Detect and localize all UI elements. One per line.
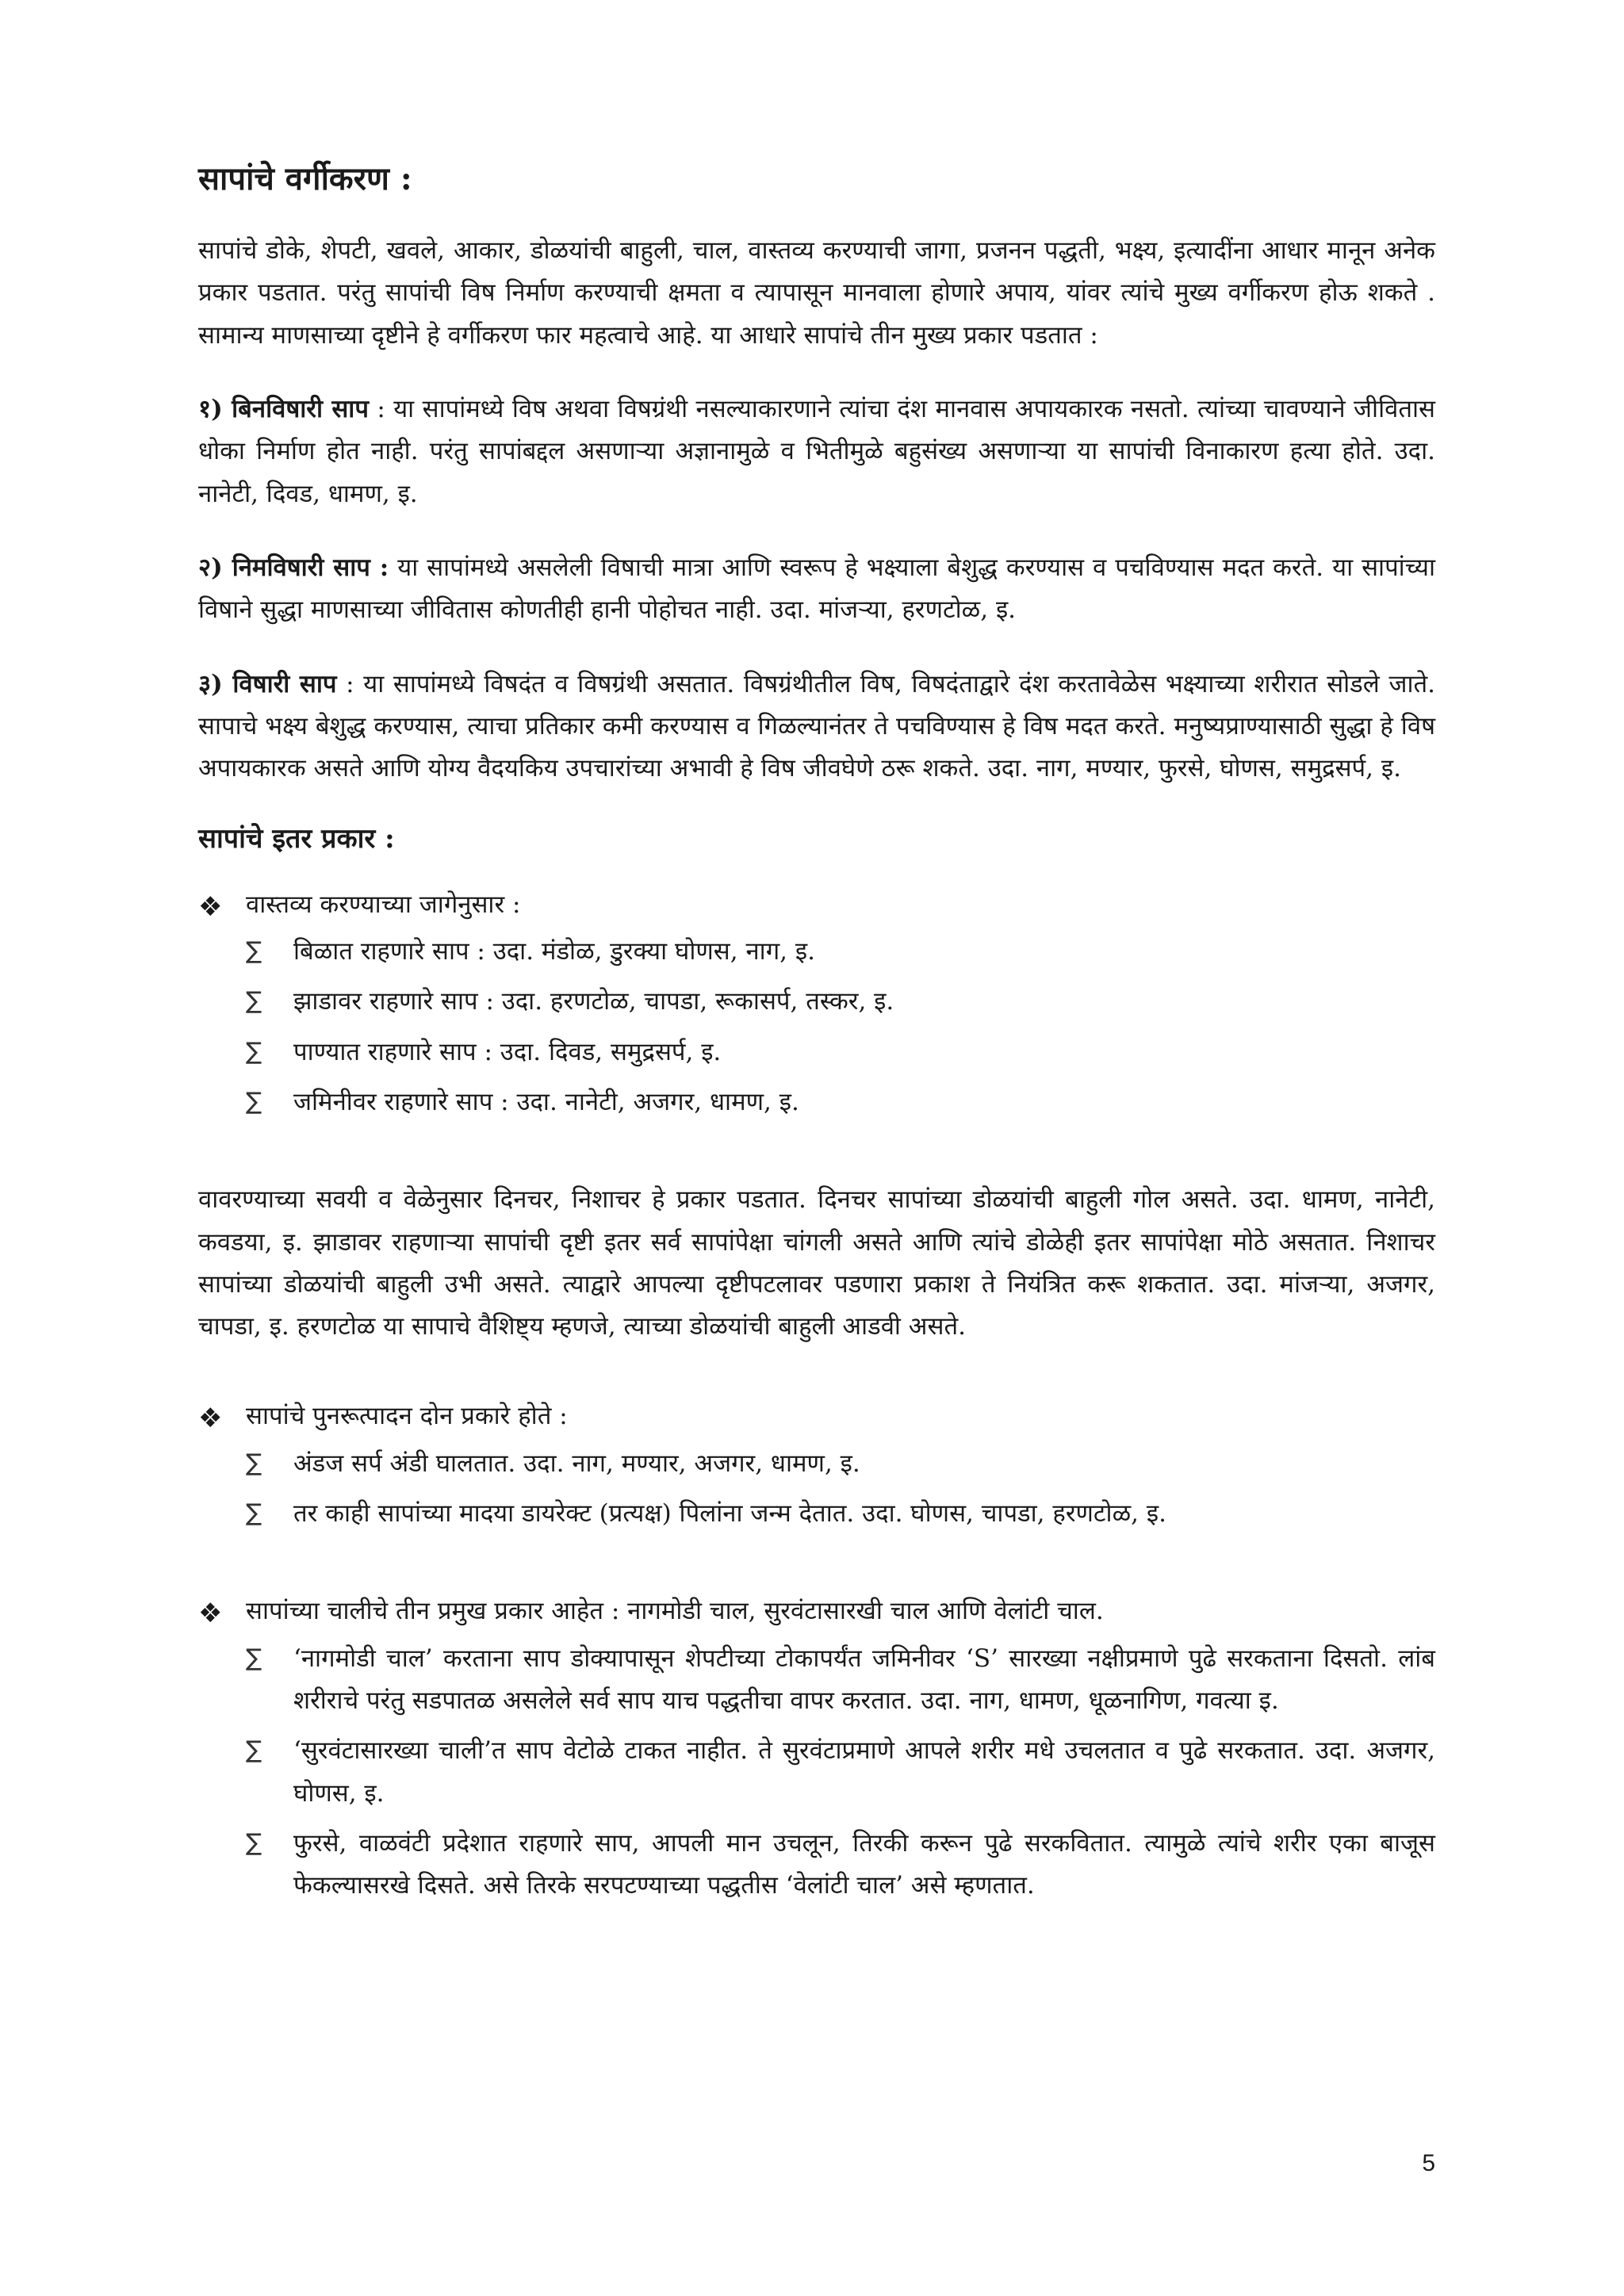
list-item: ∑ बिळात राहणारे साप : उदा. मंडोळ, डुरक्या घोणस, नाग, इ.: [246, 931, 1435, 973]
list-item: ∑ अंडज सर्प अंडी घालतात. उदा. नाग, मण्यार, अजगर, धामण, इ.: [246, 1443, 1435, 1485]
other-types-heading: सापांचे इतर प्रकार :: [198, 823, 395, 855]
diamond-bullet-icon: ❖: [198, 1598, 223, 1630]
habitat-list: [198, 931, 1435, 1123]
movement-list: [198, 1638, 1435, 1908]
sigma-bullet-icon: ∑: [246, 1736, 262, 1765]
sigma-bullet-icon: ∑: [246, 1499, 262, 1528]
reproduction-section: [198, 1395, 1435, 1535]
reproduction-list: [198, 1443, 1435, 1536]
document-page: [198, 159, 1435, 1963]
type-heading: ३) विषारी साप: [198, 669, 337, 698]
list-item: ∑ तर काही सापांच्या मादया डायरेक्ट (प्रत्यक्ष) पिलांना जन्म देतात. उदा. घोणस, चापडा, हरणटोळ, इ.: [246, 1493, 1435, 1535]
type-heading: १) बिनविषारी साप: [198, 394, 369, 423]
intro-paragraph: सापांचे डोके, शेपटी, खवले, आकार, डोळयांची बाहुली, चाल, वास्तव्य करण्याची जागा, प्रजनन पद्धती, भक्ष्य, इत्यादींना आधार मानून अनेक प्रकार पडतात. परंतु सापांची विष निर्माण करण्याची क्षमता व त्यापासून मानवाला होणारे अपाय, यांवर त्यांचे मुख्य वर्गीकरण होऊ शकते . सामान्य माणसाच्या दृष्टीने हे वर्गीकरण फार महत्वाचे आहे. या आधारे सापांचे तीन मुख्य प्रकार पडतात :: [198, 236, 1435, 350]
list-item: ∑ फुरसे, वाळवंटी प्रदेशात राहणारे साप, आपली मान उचलून, तिरकी करून पुढे सरकवितात. त्यामुळे त्यांचे शरीर एका बाजूस फेकल्यासरखे दिसते. असे तिरके सरपटण्याच्या पद्धतीस ‘वेलांटी चाल’ असे म्हणतात.: [246, 1823, 1435, 1908]
type-text: : या सापांमध्ये विष अथवा विषग्रंथी नसल्याकारणाने त्यांचा दंश मानवास अपायकारक नसतो. त्यांच्या चावण्याने जीवितास धोका निर्माण होत नाही. परंतु सापांबद्दल असणाऱ्या अज्ञानामुळे व भितीमुळे बहुसंख्य असणाऱ्या या सापांची विनाकारण हत्या होते. उदा. नानेटी, दिवड, धामण, इ.: [198, 394, 1435, 508]
type-text: या सापांमध्ये असलेली विषाची मात्रा आणि स्वरूप हे भक्ष्याला बेशुद्ध करण्यास व पचविण्यास मदत करते. या सापांच्या विषाने सुद्धा माणसाच्या जीवितास कोणतीही हानी पोहोचत नाही. उदा. मांजऱ्या, हरणटोळ, इ.: [198, 553, 1435, 625]
sigma-bullet-icon: ∑: [246, 1087, 262, 1115]
type-text: : या सापांमध्ये विषदंत व विषग्रंथी असतात. विषग्रंथीतील विष, विषदंताद्वारे दंश करतावेळेस भक्ष्याच्या शरीरात सोडले जाते. सापाचे भक्ष्य बेशुद्ध करण्यास, त्याचा प्रतिकार कमी करण्यास व गिळल्यानंतर ते पचविण्यास हे विष मदत करते. मनुष्यप्राण्यासाठी सुद्धा हे विष अपायकारक असते आणि योग्य वैदयकिय उपचारांच्या अभावी हे विष जीवघेणे ठरू शकते. उदा. नाग, मण्यार, फुरसे, घोणस, समुद्रसर्प, इ.: [198, 669, 1435, 783]
diamond-bullet-icon: ❖: [198, 890, 223, 923]
sigma-bullet-icon: ∑: [246, 1037, 262, 1066]
sigma-bullet-icon: ∑: [246, 987, 262, 1016]
movement-section: [198, 1590, 1435, 1907]
habitat-section: [198, 884, 1435, 1124]
sigma-bullet-icon: ∑: [246, 1828, 262, 1857]
type-mildly-venomous: [198, 547, 1435, 632]
habitat-label: ❖ वास्तव्य करण्याच्या जागेनुसार :: [198, 884, 1435, 926]
sigma-bullet-icon: ∑: [246, 936, 262, 965]
behaviour-paragraph: वावरण्याच्या सवयी व वेळेनुसार दिनचर, निशाचर हे प्रकार पडतात. दिनचर सापांच्या डोळयांची बाहुली गोल असते. उदा. धामण, नानेटी, कवडया, इ. झाडावर राहणाऱ्या सापांची दृष्टी इतर सर्व सापांपेक्षा चांगली असते आणि त्यांचे डोळेही इतर सापांपेक्षा मोठे असतात. निशाचर सापांच्या डोळयांची बाहुली उभी असते. त्याद्वारे आपल्या दृष्टीपटलावर पडणारा प्रकाश ते नियंत्रित करू शकतात. उदा. मांजऱ्या, अजगर, चापडा, इ. हरणटोळ या सापाचे वैशिष्ट्य म्हणजे, त्याच्या डोळयांची बाहुली आडवी असते.: [198, 1185, 1435, 1341]
sigma-bullet-icon: ∑: [246, 1644, 262, 1672]
list-item: ∑ ‘सुरवंटासारख्या चाली’त साप वेटोळे टाकत नाहीत. ते सुरवंटाप्रमाणे आपले शरीर मधे उचलतात व पुढे सरकतात. उदा. अजगर, घोणस, इ.: [246, 1730, 1435, 1815]
reproduction-label: ❖ सापांचे पुनरूत्पादन दोन प्रकारे होते :: [198, 1395, 1435, 1437]
movement-label: ❖ सापांच्या चालीचे तीन प्रमुख प्रकार आहेत : नागमोडी चाल, सुरवंटासारखी चाल आणि वेलांटी चाल.: [198, 1590, 1435, 1632]
list-item: ∑ जमिनीवर राहणारे साप : उदा. नानेटी, अजगर, धामण, इ.: [246, 1081, 1435, 1123]
type-heading: २) निमविषारी साप :: [198, 553, 389, 582]
page-title: सापांचे वर्गीकरण :: [198, 160, 412, 197]
list-item: ∑ ‘नागमोडी चाल’ करताना साप डोक्यापासून शेपटीच्या टोकापर्यंत जमिनीवर ‘S’ सारख्या नक्षीप्रमाणे पुढे सरकताना दिसतो. लांब शरीराचे परंतु सडपातळ असलेले सर्व साप याच पद्धतीचा वापर करतात. उदा. नाग, धामण, धूळनागिण, गवत्या इ.: [246, 1638, 1435, 1723]
type-nonvenomous: [198, 388, 1435, 515]
list-item: ∑ पाण्यात राहणारे साप : उदा. दिवड, समुद्रसर्प, इ.: [246, 1031, 1435, 1073]
page-number: 5: [1422, 2150, 1435, 2176]
diamond-bullet-icon: ❖: [198, 1402, 223, 1435]
type-venomous: [198, 664, 1435, 790]
list-item: ∑ झाडावर राहणारे साप : उदा. हरणटोळ, चापडा, रूकासर्प, तस्कर, इ.: [246, 981, 1435, 1023]
sigma-bullet-icon: ∑: [246, 1448, 262, 1477]
